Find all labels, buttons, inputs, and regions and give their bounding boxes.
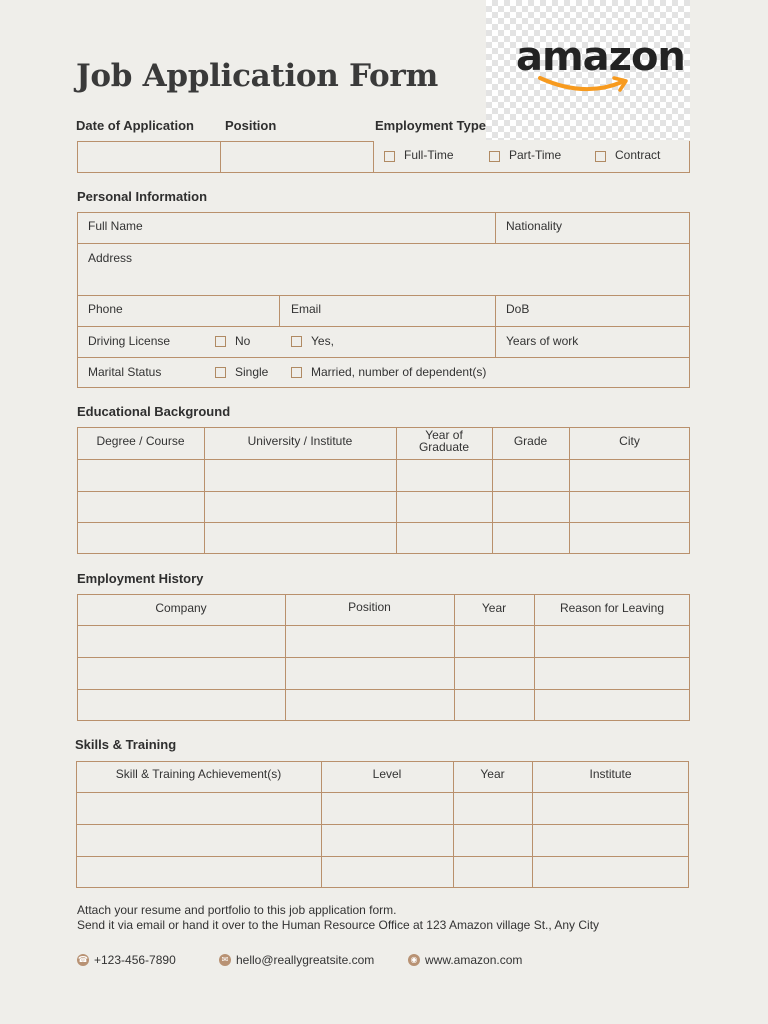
footer-instructions-line2: Send it via email or hand it over to the Human Resource Office at 123 Amazon village St., Any City — [77, 918, 600, 932]
position-label: Position — [225, 118, 277, 133]
skills-training-heading: Skills & Training — [75, 737, 177, 752]
license-yes-label: Yes, — [311, 334, 334, 348]
email-icon: ✉ — [219, 954, 231, 966]
employment-type-label: Employment Type — [375, 118, 487, 133]
contact-phone — [77, 953, 176, 967]
part-time-checkbox[interactable] — [489, 151, 500, 162]
married-checkbox[interactable] — [291, 367, 302, 378]
dob-label: DoB — [506, 302, 530, 316]
globe-icon: ◉ — [408, 954, 420, 966]
marital-status-label: Marital Status — [88, 365, 162, 379]
reason-for-leaving-header: Reason for Leaving — [559, 601, 665, 615]
level-header: Level — [372, 767, 402, 781]
amazon-logo-text: amazon — [516, 34, 685, 80]
full-name-label: Full Name — [88, 219, 143, 233]
date-of-application-label: Date of Application — [76, 118, 194, 133]
company-header: Company — [155, 601, 207, 615]
contract-checkbox[interactable] — [595, 151, 606, 162]
skill-achievement-header: Skill & Training Achievement(s) — [115, 767, 282, 781]
license-no-label: No — [235, 334, 251, 348]
degree-course-header: Degree / Course — [96, 434, 185, 448]
employment-year-header: Year — [481, 601, 507, 615]
contract-label: Contract — [615, 148, 661, 162]
full-time-label: Full-Time — [404, 148, 454, 162]
single-checkbox[interactable] — [215, 367, 226, 378]
full-time-checkbox[interactable] — [384, 151, 395, 162]
grade-header: Grade — [513, 434, 548, 448]
position-header: Position — [348, 600, 391, 614]
contact-email-text[interactable]: hello@reallygreatsite.com — [236, 953, 375, 967]
institute-header: Institute — [589, 767, 632, 781]
license-no-checkbox[interactable] — [215, 336, 226, 347]
single-label: Single — [235, 365, 269, 379]
amazon-smile-icon — [536, 72, 634, 98]
phone-label: Phone — [88, 302, 123, 316]
personal-information-table — [77, 212, 690, 388]
contact-website-text[interactable]: www.amazon.com — [425, 953, 523, 967]
city-header: City — [619, 434, 640, 448]
phone-icon: ☎ — [78, 955, 88, 964]
contact-website[interactable] — [408, 953, 522, 967]
employment-history-heading: Employment History — [77, 571, 204, 586]
nationality-label: Nationality — [506, 219, 563, 233]
years-of-work-label: Years of work — [506, 334, 579, 348]
footer-instructions-line1: Attach your resume and portfolio to this job application form. — [77, 903, 397, 917]
date-of-application-input[interactable] — [220, 141, 221, 173]
part-time-label: Part-Time — [509, 148, 562, 162]
page-title: Job Application Form — [76, 58, 438, 94]
personal-information-heading: Personal Information — [77, 189, 208, 204]
date-position-box — [77, 141, 374, 173]
license-yes-checkbox[interactable] — [291, 336, 302, 347]
married-label: Married, number of dependent(s) — [311, 365, 487, 379]
year-of-graduate-header: Year of Graduate — [418, 428, 470, 454]
skills-year-header: Year — [480, 767, 505, 781]
address-label: Address — [88, 251, 133, 265]
educational-background-heading: Educational Background — [77, 404, 231, 419]
driving-license-label: Driving License — [88, 334, 171, 348]
contact-email[interactable] — [219, 953, 374, 967]
email-label: Email — [291, 302, 322, 316]
university-institute-header: University / Institute — [247, 434, 353, 448]
contact-phone-text: +123-456-7890 — [94, 953, 176, 967]
